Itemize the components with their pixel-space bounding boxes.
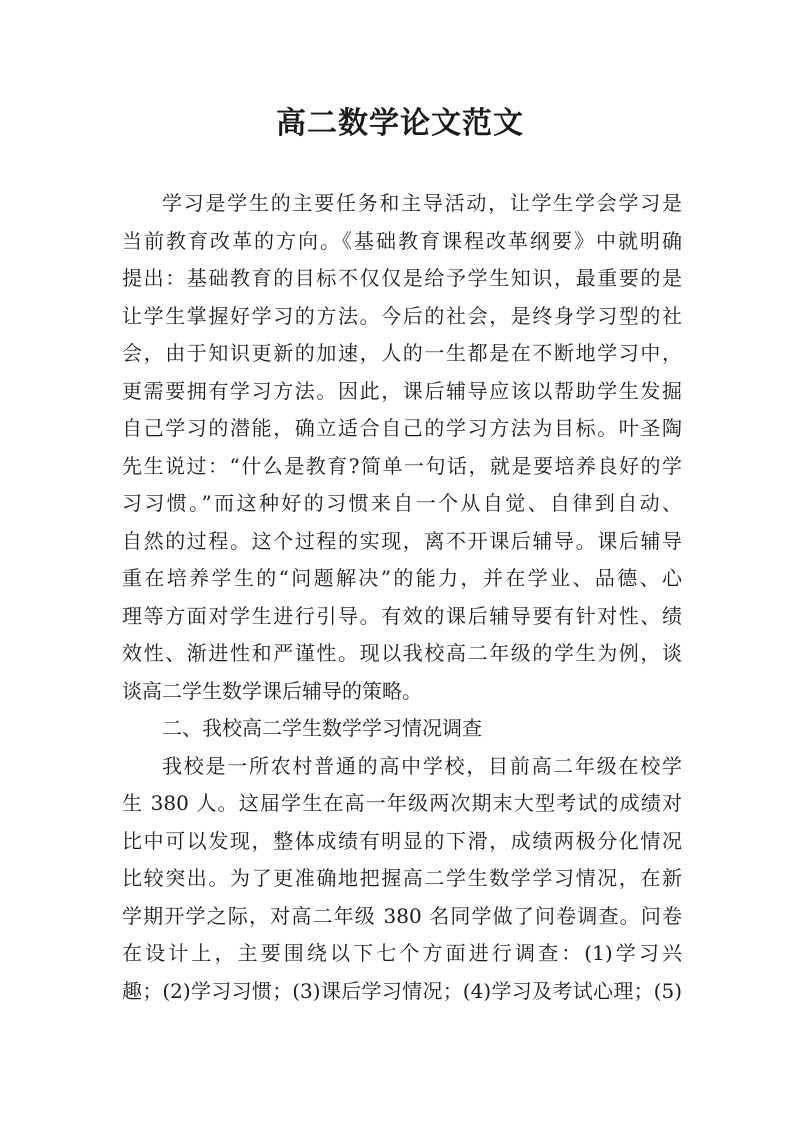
body-text-line: 效性、渐进性和严谨性。现以我校高二年级的学生为例，谈 (122, 641, 682, 665)
body-text-line: 习习惯。”而这种好的习惯来自一个从自觉、自律到自动、 (122, 491, 682, 515)
body-text-line: 会，由于知识更新的加速，人的一生都是在不断地学习中， (122, 341, 682, 365)
body-text-line: 当前教育改革的方向。《基础教育课程改革纲要》中就明确 (122, 228, 682, 253)
body-text-line: 理等方面对学生进行引导。有效的课后辅导要有针对性、绩 (122, 603, 682, 628)
body-text-line: 生 380 人。这届学生在高一年级两次期末大型考试的成绩对 (122, 791, 682, 815)
body-text-line: 提出：基础教育的目标不仅仅是给予学生知识，最重要的是 (122, 266, 682, 290)
body-text-line: 我校是一所农村普通的高中学校，目前高二年级在校学 (162, 753, 682, 778)
body-text-line: 让学生掌握好学习的方法。今后的社会，是终身学习型的社 (122, 303, 682, 328)
body-text-line: 比较突出。为了更准确地把握高二学生数学学习情况，在新 (122, 866, 682, 890)
body-text-line: 谈高二学生数学课后辅导的策略。 (122, 678, 422, 703)
document-title: 高二数学论文范文 (276, 106, 524, 141)
body-text-line: 二、我校高二学生数学学习情况调查 (162, 716, 482, 740)
body-text-line: 学期开学之际，对高二年级 380 名同学做了问卷调查。问卷 (122, 903, 682, 928)
body-text-line: 在设计上，主要围绕以下七个方面进行调查：(1)学习兴 (122, 941, 682, 965)
document-body (122, 185, 682, 1010)
body-text-line: 自己学习的潜能，确立适合自己的学习方法为目标。叶圣陶 (122, 416, 682, 440)
body-text-line: 趣；(2)学习习惯；(3)课后学习情况；(4)学习及考试心理；(5) (122, 978, 682, 1003)
body-text-line: 比中可以发现，整体成绩有明显的下滑，成绩两极分化情况 (122, 828, 682, 853)
body-text-line: 更需要拥有学习方法。因此，课后辅导应该以帮助学生发掘 (122, 378, 682, 403)
body-text-line: 自然的过程。这个过程的实现，离不开课后辅导。课后辅导 (122, 528, 682, 553)
body-text-line: 重在培养学生的“问题解决”的能力，并在学业、品德、心 (122, 566, 682, 590)
body-text-line: 先生说过：“什么是教育?简单一句话，就是要培养良好的学 (122, 453, 682, 478)
body-text-line: 学习是学生的主要任务和主导活动，让学生学会学习是 (162, 191, 682, 215)
